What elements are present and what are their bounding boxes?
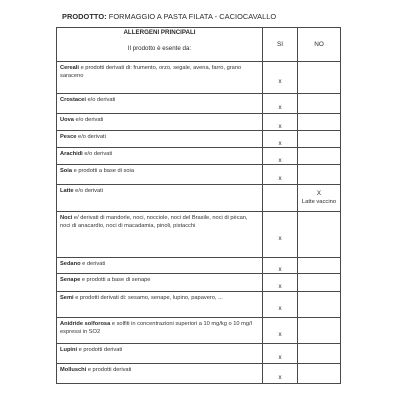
allergen-table xyxy=(56,27,341,384)
header-title: ALLERGENI PRINCIPALI xyxy=(123,29,196,36)
table-row xyxy=(57,114,341,131)
no-cell xyxy=(298,131,341,148)
si-mark: x xyxy=(278,266,282,273)
allergen-key: Semi xyxy=(60,295,74,301)
si-cell xyxy=(263,318,298,344)
table-row xyxy=(57,94,341,114)
no-cell xyxy=(298,318,341,344)
table-row xyxy=(57,185,341,212)
si-mark: x xyxy=(278,78,282,85)
si-cell xyxy=(263,274,298,292)
allergen-key: Pesce xyxy=(60,134,77,140)
allergen-key: Crostacei xyxy=(60,97,86,103)
allergen-key: Sedano xyxy=(60,261,81,267)
allergen-desc: e solfiti in concentrazioni superiori a 10 mg/kg o 10 mg/l espressi in SO2 xyxy=(60,321,252,335)
header-si: SI xyxy=(263,28,298,62)
allergen-desc: e prodotti derivati di: frumento, orzo, segale, avena, farro, grano saraceno xyxy=(60,65,242,79)
no-cell xyxy=(298,212,341,258)
si-cell xyxy=(263,94,298,114)
allergen-key: Arachidi xyxy=(60,151,83,157)
allergen-desc: e prodotti a base di senape xyxy=(80,277,151,283)
si-cell xyxy=(263,165,298,185)
allergen-desc: e prodotti a base di soia xyxy=(72,168,134,174)
no-cell xyxy=(298,274,341,292)
table-row xyxy=(57,344,341,364)
allergen-key: Molluschi xyxy=(60,367,87,373)
allergen-name xyxy=(57,274,263,292)
allergen-name xyxy=(57,212,263,258)
allergen-name xyxy=(57,258,263,274)
table-header-row xyxy=(57,28,341,62)
table-row xyxy=(57,274,341,292)
si-mark: x xyxy=(278,139,282,147)
allergen-desc: e derivati xyxy=(80,261,106,267)
allergen-key: Noci xyxy=(60,215,73,221)
si-mark: x xyxy=(278,374,282,381)
allergen-name xyxy=(57,318,263,344)
si-mark: x xyxy=(278,122,282,130)
title-label: PRODOTTO: xyxy=(62,12,107,21)
allergen-key: Anidride solforosa xyxy=(60,321,111,327)
allergen-name xyxy=(57,114,263,131)
allergen-key: Soia xyxy=(60,168,73,174)
si-cell xyxy=(263,292,298,318)
no-mark: X xyxy=(316,190,322,197)
allergen-desc: e prodotti derivati di: sesamo, senape, lupino, papavero, ... xyxy=(73,295,223,301)
allergen-key: Senape xyxy=(60,277,81,283)
table-row xyxy=(57,212,341,258)
si-cell xyxy=(263,114,298,131)
allergen-name xyxy=(57,62,263,94)
si-mark: x xyxy=(278,235,282,242)
table-row xyxy=(57,165,341,185)
no-cell xyxy=(298,62,341,94)
allergen-key: Lupini xyxy=(60,347,78,353)
allergen-name xyxy=(57,292,263,318)
allergen-desc: e/o derivati xyxy=(73,117,104,123)
document-title xyxy=(62,12,276,21)
title-value: FORMAGGIO A PASTA FILATA - CACIOCAVALLO xyxy=(108,12,277,21)
si-cell xyxy=(263,62,298,94)
si-mark: x xyxy=(278,156,282,164)
si-mark: x xyxy=(278,305,282,312)
allergen-desc: e/ derivati di mandorle, noci, nocciole, noci del Brasile, noci di pècan, noci di anacardio, noci di macadamia, pinoli, pistacchi xyxy=(60,215,248,229)
allergen-name xyxy=(57,94,263,114)
si-cell xyxy=(263,364,298,384)
allergen-desc: e/o derivati xyxy=(82,151,113,157)
allergen-desc: e prodotti derivati xyxy=(77,347,123,353)
si-mark: x xyxy=(278,175,282,182)
allergen-key: Cereali xyxy=(60,65,79,71)
no-cell xyxy=(298,292,341,318)
no-cell xyxy=(298,148,341,165)
table-row xyxy=(57,62,341,94)
si-cell xyxy=(263,148,298,165)
no-cell xyxy=(298,258,341,274)
si-cell xyxy=(263,185,298,212)
allergen-name xyxy=(57,148,263,165)
header-cell xyxy=(57,28,263,62)
si-mark: x xyxy=(278,283,282,290)
header-no: NO xyxy=(298,28,341,62)
allergen-desc: e/o derivati xyxy=(85,97,116,103)
table-row xyxy=(57,131,341,148)
table-row xyxy=(57,258,341,274)
si-mark: x xyxy=(278,104,282,111)
si-mark: x xyxy=(278,331,282,338)
no-cell xyxy=(298,344,341,364)
table-row xyxy=(57,292,341,318)
table-row xyxy=(57,364,341,384)
no-cell xyxy=(298,165,341,185)
allergen-key: Uova xyxy=(60,117,74,123)
table-row xyxy=(57,318,341,344)
allergen-name xyxy=(57,344,263,364)
allergen-name xyxy=(57,165,263,185)
no-cell xyxy=(298,364,341,384)
si-mark: x xyxy=(278,354,282,361)
no-note: Latte vaccino xyxy=(301,199,337,205)
header-subtitle: Il prodotto è esente da: xyxy=(127,45,192,52)
no-cell xyxy=(298,94,341,114)
no-cell xyxy=(298,185,341,212)
si-cell xyxy=(263,212,298,258)
si-cell xyxy=(263,258,298,274)
allergen-key: Latte xyxy=(60,188,74,194)
si-cell xyxy=(263,344,298,364)
table-row xyxy=(57,148,341,165)
allergen-name xyxy=(57,185,263,212)
allergen-desc: e/o derivati xyxy=(73,188,103,194)
si-cell xyxy=(263,131,298,148)
no-cell xyxy=(298,114,341,131)
allergen-name xyxy=(57,131,263,148)
allergen-desc: e prodotti derivati xyxy=(86,367,132,373)
allergen-name xyxy=(57,364,263,384)
allergen-desc: e/o derivati xyxy=(76,134,106,140)
